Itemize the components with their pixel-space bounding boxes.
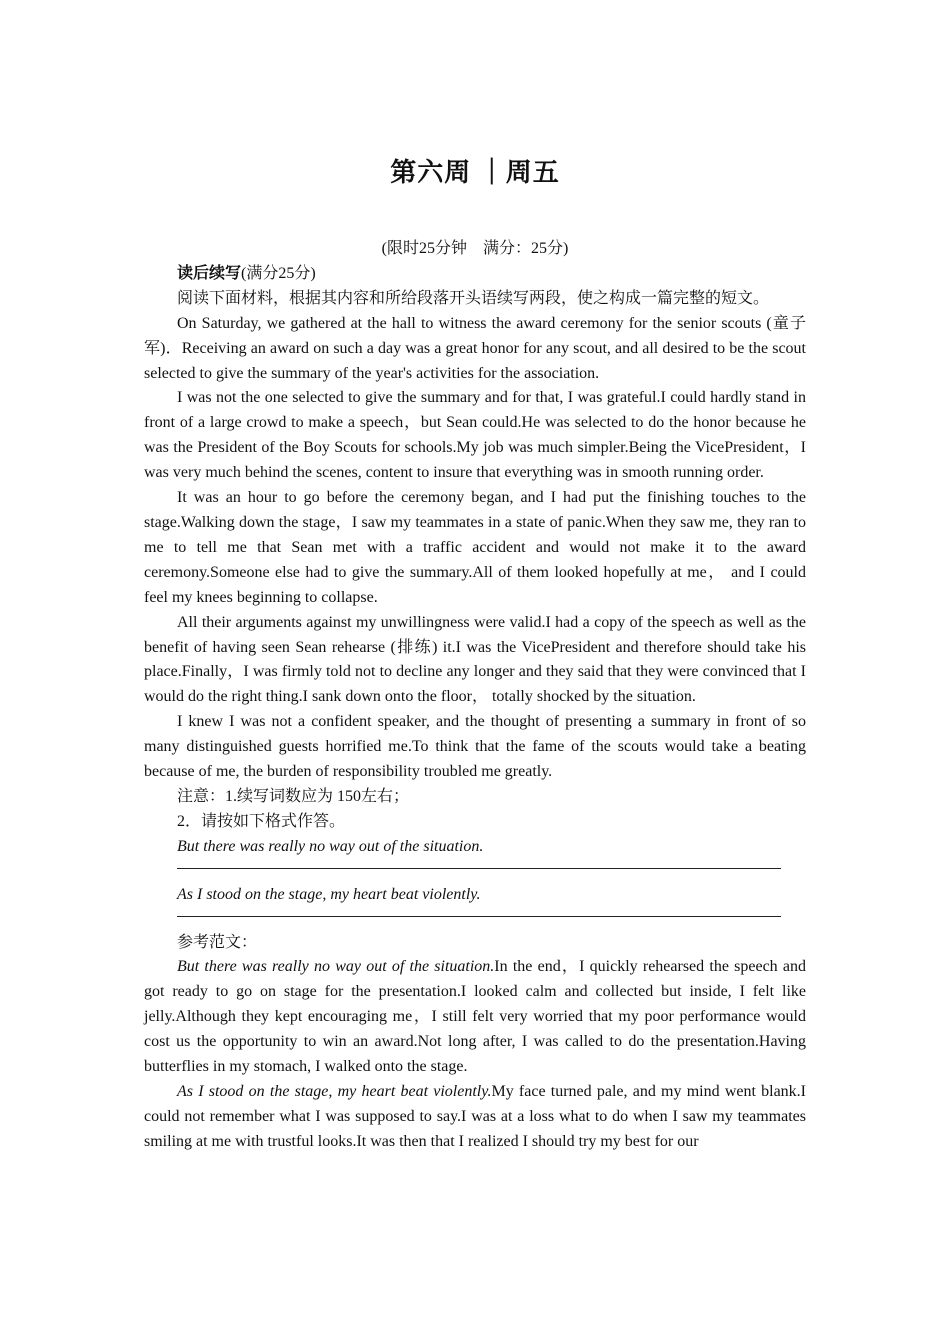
instruction: 阅读下面材料，根据其内容和所给段落开头语续写两段，使之构成一篇完整的短文。 <box>177 289 770 307</box>
section-heading <box>144 262 806 287</box>
note-format: 2．请按如下格式作答。 <box>177 812 346 830</box>
sample-paragraph-1-lead: But there was really no way out of the situation. <box>177 958 495 976</box>
sample-paragraph-2-body: My face turned pale, and my mind went blank.I could not remember what I was supposed to say.I was at a loss what to do when I saw my teammates smiling at me with trustful looks.It was then that I realized I should try my best for our <box>144 1083 807 1150</box>
passage-paragraph-5: I knew I was not a confident speaker, and the thought of presenting a summary in front of so many distinguished guests horrified me.To think that the fame of the scouts would take a beating because of me, the burden of responsibility troubled me greatly. <box>144 713 806 781</box>
note-word-count: 注意：1.续写词数应为 150左右； <box>177 787 410 805</box>
sample-paragraph-1-body: In the end，I quickly rehearsed the speech and got ready to go on stage for the presentation.I looked calm and collected but inside, I felt like jelly.Although they kept encouraging me，I still felt very worried that my poor performance would cost us the opportunity to win an award.Not long after, I was called to do the presentation.Having butterflies in my stomach, I walked onto the stage. <box>144 958 806 1076</box>
section-score: (满分25分) <box>241 264 316 282</box>
sample-paragraph-1 <box>144 955 806 1080</box>
prompt-2: As I stood on the stage, my heart beat violently. <box>177 885 481 903</box>
content-body <box>144 237 806 1155</box>
answer-line-1 <box>177 868 781 869</box>
section-label: 读后续写 <box>177 264 242 282</box>
sample-paragraph-2-lead: As I stood on the stage, my heart beat violently. <box>177 1083 492 1100</box>
page-title: 第六周 ｜周五 <box>390 158 560 187</box>
answer-line-2 <box>177 916 781 917</box>
passage-paragraph-1: On Saturday, we gathered at the hall to witness the award ceremony for the senior scouts (童子军)．Receiving an award on such a day was a great honor for any scout, and all desired to be the scout selected to give the summary of the year's activities for the association. <box>144 314 806 382</box>
sample-label: 参考范文： <box>177 933 258 951</box>
passage-paragraph-4: All their arguments against my unwillingness were valid.I had a copy of the speech as well as the benefit of having seen Sean rehearse (排练) it.I was the VicePresident and therefore should take his place.Finally，I was firmly told not to decline any longer and they said that they were convinced that I would do the right thing.I sank down onto the floor， totally shocked by the situation. <box>144 613 806 706</box>
sample-paragraph-2 <box>144 1080 806 1155</box>
time-limit: (限时25分钟 满分：25分) <box>381 240 569 257</box>
prompt-1: But there was really no way out of the situation. <box>177 837 484 855</box>
passage-paragraph-2: I was not the one selected to give the summary and for that, I was grateful.I could hardly stand in front of a large crowd to make a speech，but Sean could.He was selected to do the honor because he was the President of the Boy Scouts for schools.My job was much simpler.Being the VicePresident，I was very much behind the scenes, content to insure that everything was in smooth running order. <box>144 389 806 482</box>
passage-paragraph-3: It was an hour to go before the ceremony began, and I had put the finishing touches to the stage.Walking down the stage，I saw my teammates in a state of panic.When they saw me, they ran to me to tell me that Sean met with a traffic accident and would not make it to the award ceremony.Someone else had to give the summary.All of them looked hopefully at me， and I could feel my knees beginning to collapse. <box>144 489 806 606</box>
